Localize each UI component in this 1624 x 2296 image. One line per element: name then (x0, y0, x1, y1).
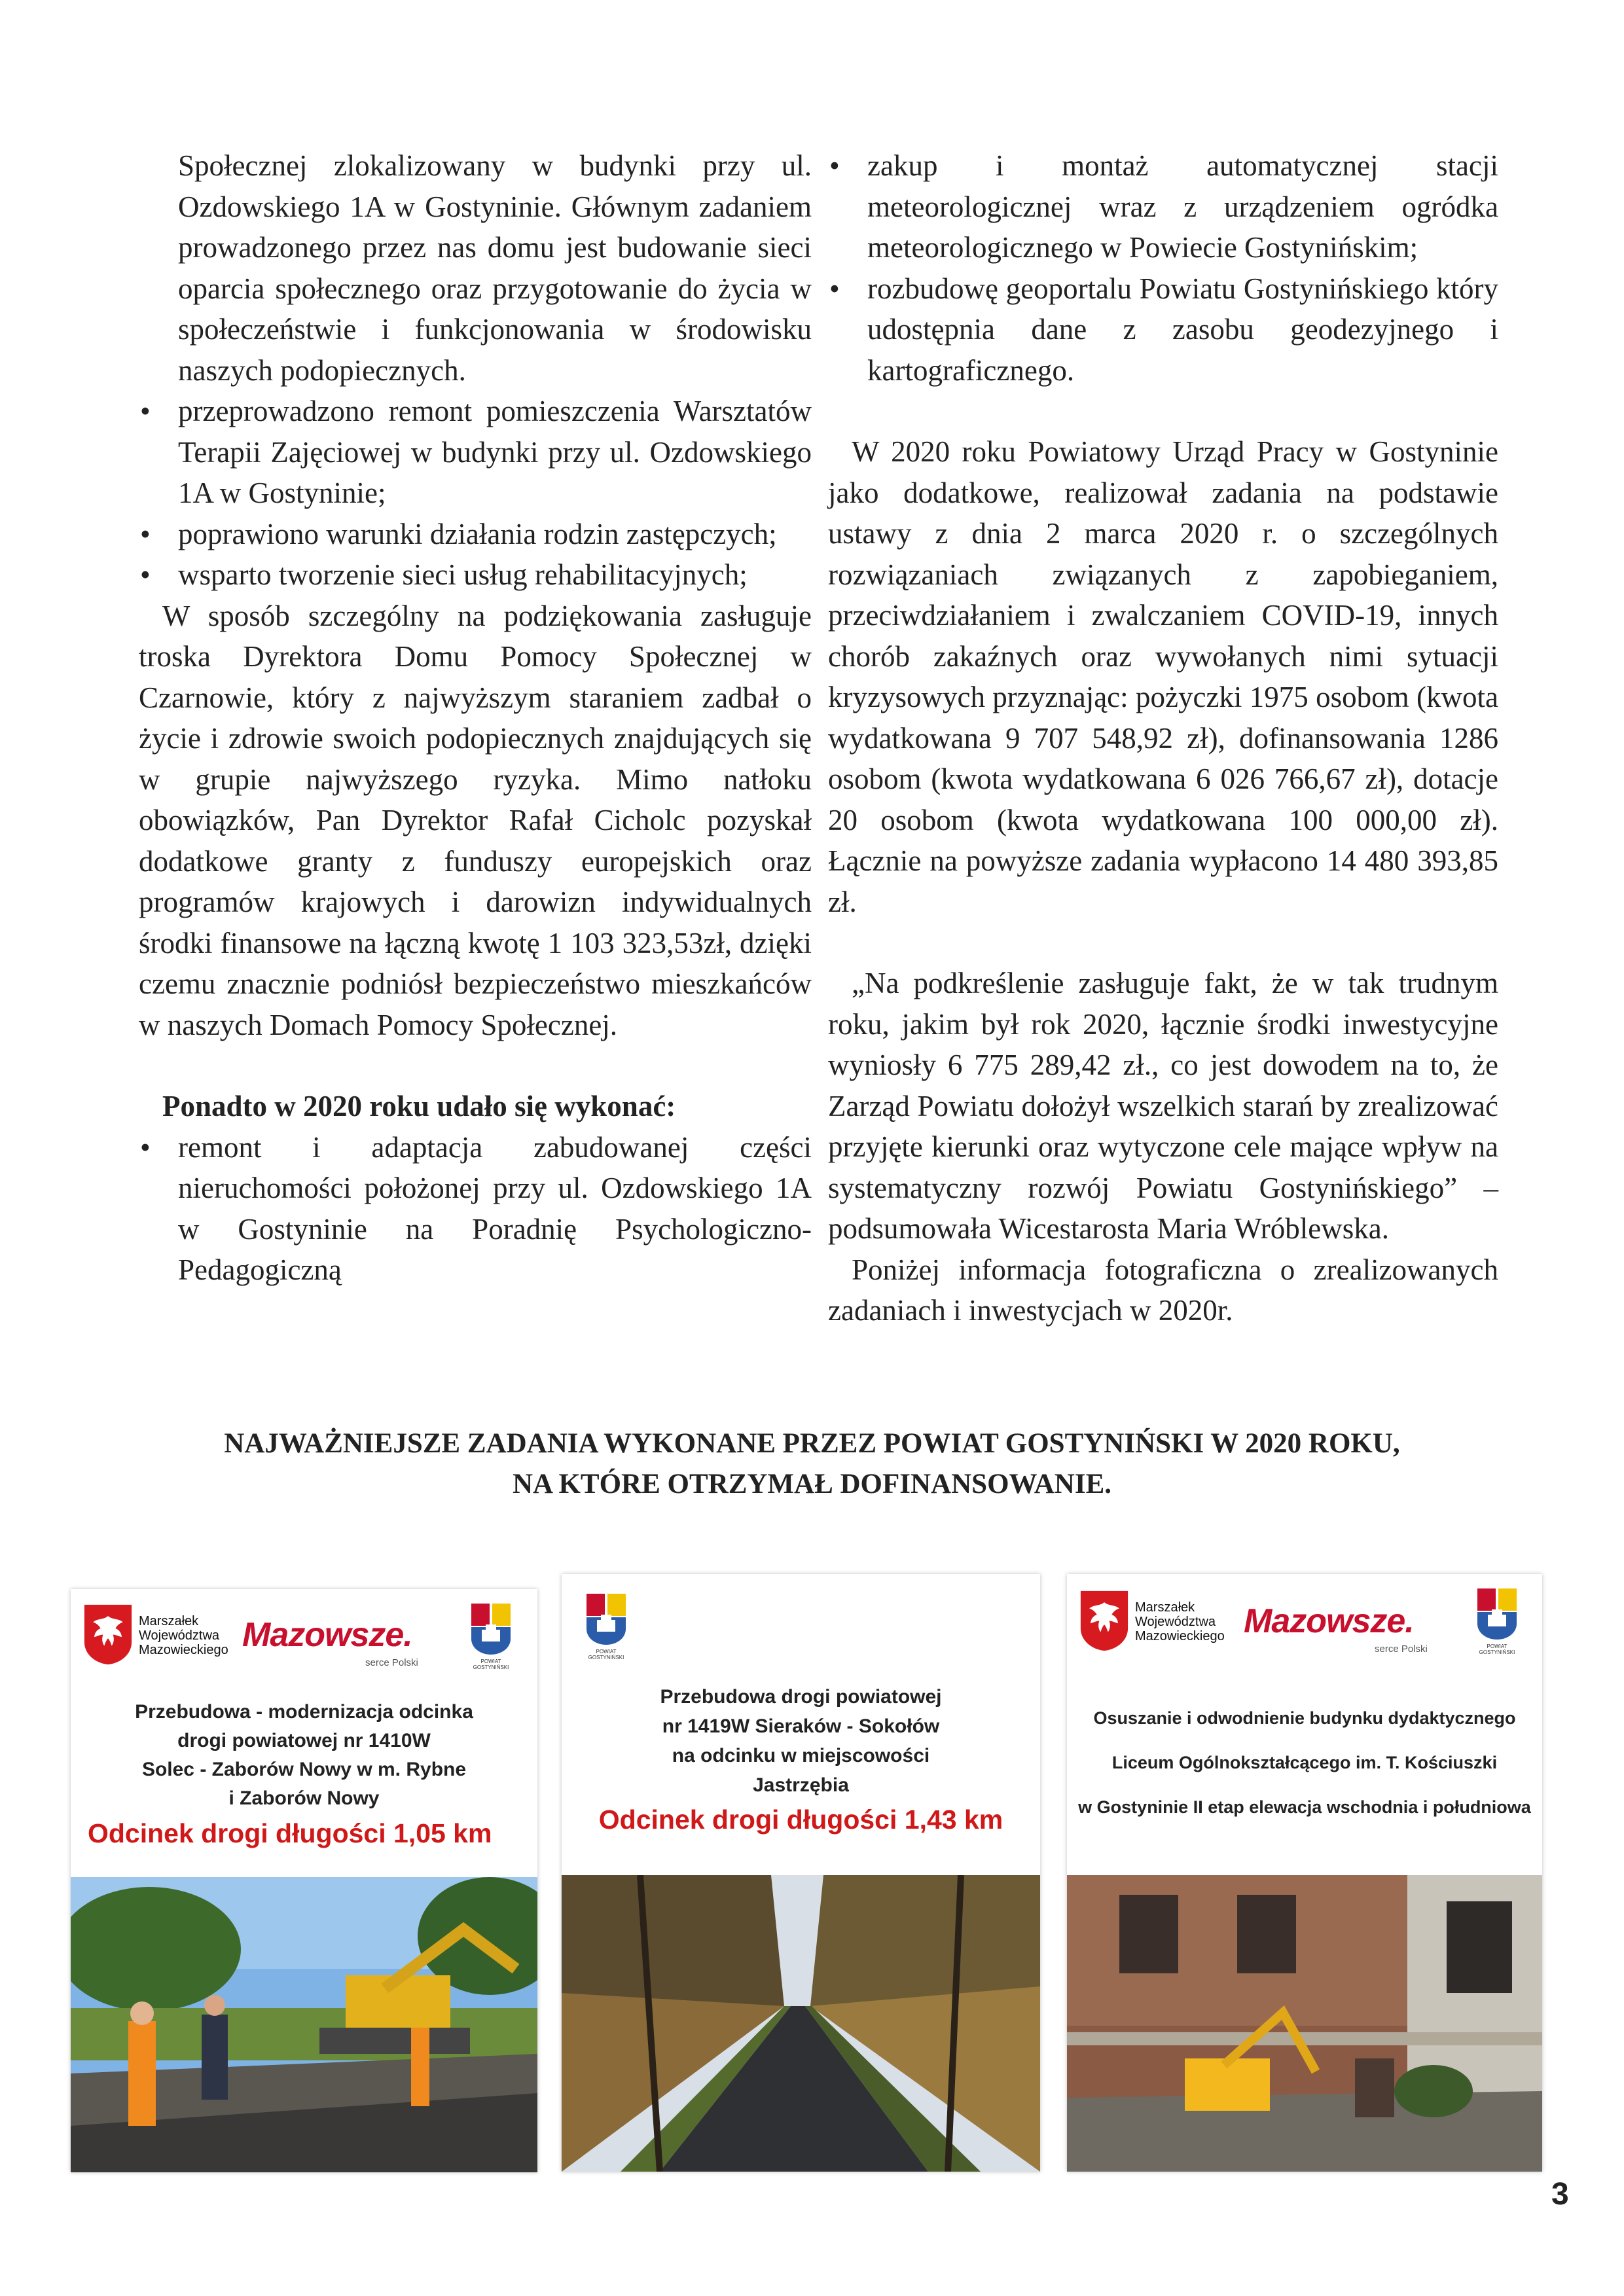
marszalek-label: Marszałek Województwa Mazowieckiego (139, 1614, 228, 1657)
powiat-label: POWIAT GOSTYNIŃSKI (1479, 1643, 1515, 1655)
brand-tagline: serce Polski (1375, 1643, 1428, 1655)
list-item: • wsparto tworzenie sieci usług rehabilitacyjnych; (139, 554, 812, 596)
left-bullets (139, 391, 812, 596)
list-item: • poprawiono warunki działania rodzin zastępczych; (139, 514, 812, 555)
right-paragraph-3: Poniżej informacja fotograficzna o zrealizowanych zadaniach i inwestycjach w 2020r. (828, 1253, 1498, 1327)
section-heading (131, 1424, 1493, 1505)
left-paragraph: W sposób szczególny na podziękowania zasługuje troska Dyrektora Domu Pomocy Społecznej w Czarnowie, który z najwyższym staraniem zadbał o życie i zdrowie swoich podopiecznych znajdujących się w grupie najwyższego ryzyka. Mimo natłoku obowiązków, Pan Dyrektor Rafał Cicholc pozyskał dodatkowe granty z funduszy europejskich oraz programów krajowych i darowizn indywidualnych środki finansowe na łączną kwotę 1 103 323,53zł, dzięki czemu znacznie podniósł bezpieczeństwo mieszkańców w naszych Domach Pomocy Społecznej. (139, 599, 812, 1041)
page-number: 3 (1551, 2177, 1569, 2212)
left-intro: Społecznej zlokalizowany w budynki przy ul. Ozdowskiego 1A w Gostyninie. Głównym zadaniem prowadzonego przez nas domu jest budowanie sieci oparcia społecznego oraz przygotowanie do życia w społeczeństwie i funkcjonowania w środowisku naszych podopiecznych. (178, 149, 812, 387)
powiat-crest-icon (1476, 1587, 1518, 1641)
right-paragraph-2: „Na podkreślenie zasługuje fakt, że w tak trudnym roku, jakim był rok 2020, łącznie środki inwestycyjne wyniosły 6 775 289,42 zł., co jest dowodem na to, że Zarząd Powiatu dołożył wszelkich starań by zrealizować przyjęte kierunki oraz wytyczone cele mające wpływ na systematyczny rozwój Powiatu Gostynińskiego” – podsumowała Wicestarosta Maria Wróblewska. (828, 967, 1498, 1245)
card-2-photo (562, 1875, 1040, 2172)
brand-tagline: serce Polski (365, 1657, 418, 1668)
mazowsze-logo: Mazowsze. (1244, 1602, 1414, 1640)
powiat-label: POWIAT GOSTYNIŃSKI (588, 1649, 624, 1660)
powiat-crest-icon (585, 1592, 627, 1646)
project-card-1 (71, 1589, 537, 2172)
left-column (139, 145, 812, 1291)
logo-row (71, 1589, 537, 1681)
card-3-photo (1067, 1875, 1542, 2172)
right-column (828, 145, 1498, 1331)
list-item: • zakup i montaż automatycznej stacji meteorologicznej wraz z urządzeniem ogródka meteorologicznego w Powiecie Gostynińskim; (828, 145, 1498, 268)
marszalek-label: Marszałek Województwa Mazowieckiego (1135, 1600, 1225, 1643)
card-2-title: Przebudowa drogi powiatowej nr 1419W Sieraków - Sokołów na odcinku w miejscowości Jastrzębia (660, 1686, 942, 1796)
eagle-crest-icon (1079, 1590, 1130, 1652)
powiat-crest-icon (470, 1602, 512, 1656)
right-bullets (828, 145, 1498, 391)
card-1-photo (71, 1877, 537, 2172)
mazowsze-logo: Mazowsze. (242, 1616, 412, 1654)
eagle-crest-icon (82, 1604, 134, 1666)
section-heading-line-2: NA KTÓRE OTRZYMAŁ DOFINANSOWANIE. (512, 1469, 1112, 1499)
card-2-length: Odcinek drogi długości 1,43 km (598, 1804, 1003, 1835)
list-item: • rozbudowę geoportalu Powiatu Gostynińskiego który udostępnia dane z zasobu geodezyjnego i kartograficznego. (828, 268, 1498, 391)
project-card-2 (562, 1574, 1040, 2172)
card-1-title: Przebudowa - modernizacja odcinka drogi powiatowej nr 1410W Solec - Zaborów Nowy w m. Rybne i Zaborów Nowy (135, 1701, 473, 1809)
right-paragraph-1: W 2020 roku Powiatowy Urząd Pracy w Gostyninie jako dodatkowe, realizował zadania na podstawie ustawy z dnia 2 marca 2020 r. o szczególnych rozwiązaniach związanych z zapobieganiem, przeciwdziałaniem i zwalczaniem COVID-19, innych chorób zakaźnych oraz wywołanych nimi sytuacji kryzysowych przyznając: pożyczki 1975 osobom (kwota wydatkowana 9 707 548,92 zł), dofinansowania 1286 osobom (kwota wydatkowana 6 026 766,67 zł), dotacje 20 osobom (kwota wydatkowana 100 000,00 zł). Łącznie na powyższe zadania wypłacono 14 480 393,85 zł. (828, 435, 1498, 918)
card-1-length: Odcinek drogi długości 1,05 km (88, 1818, 492, 1848)
left-bullets-2 (139, 1127, 812, 1291)
project-card-3 (1067, 1574, 1542, 2172)
list-item: • przeprowadzono remont pomieszczenia Warsztatów Terapii Zajęciowej w budynki przy ul. Ozdowskiego 1A w Gostyninie; (139, 391, 812, 514)
logo-row (1067, 1574, 1542, 1666)
section-heading-line-1: NAJWAŻNIEJSZE ZADANIA WYKONANE PRZEZ POWIAT GOSTYNIŃSKI W 2020 ROKU, (224, 1428, 1400, 1459)
list-item: • remont i adaptacja zabudowanej części nieruchomości położonej przy ul. Ozdowskiego 1A w Gostyninie na Poradnię Psychologiczno-Pedagogiczną (139, 1127, 812, 1291)
card-3-title: Osuszanie i odwodnienie budynku dydaktycznego Liceum Ogólnokształcącego im. T. Kościuszki w Gostyninie II etap elewacja wschodnia i południowa (1078, 1708, 1531, 1817)
left-subheading: Ponadto w 2020 roku udało się wykonać: (162, 1090, 676, 1122)
powiat-label: POWIAT GOSTYNIŃSKI (473, 1659, 509, 1670)
